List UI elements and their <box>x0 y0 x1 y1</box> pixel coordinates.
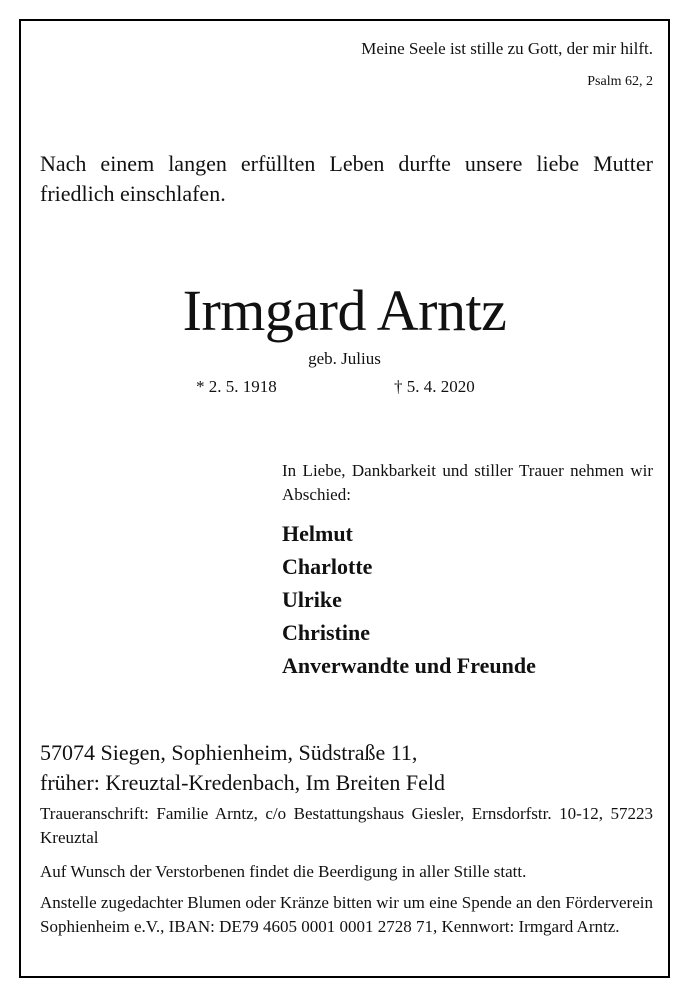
farewell-text: In Liebe, Dankbarkeit und stiller Trauer nehmen wir Abschied: <box>282 461 653 504</box>
mourner-name: Charlotte <box>282 554 373 579</box>
mourning-address: Traueranschrift: Familie Arntz, c/o Bestattungshaus Giesler, Ernsdorfstr. 10-12, 57223 Kreuztal <box>40 804 653 847</box>
funeral-note: Auf Wunsch der Verstorbenen findet die Beerdigung in aller Stille statt. <box>40 862 527 881</box>
mourners-list <box>282 517 536 682</box>
deceased-name: Irmgard Arntz <box>182 278 507 343</box>
donation-note: Anstelle zugedachter Blumen oder Kränze bitten wir um eine Spende an den Förderverein Sophienheim e.V., IBAN: DE79 4605 0001 0001 2728 71, Kennwort: Irmgard Arntz. <box>40 893 653 936</box>
mourner-name: Christine <box>282 620 370 645</box>
birth-name: geb. Julius <box>308 349 381 368</box>
motto-quote: Meine Seele ist stille zu Gott, der mir hilft. <box>361 39 653 58</box>
intro-text: Nach einem langen erfüllten Leben durfte unsere liebe Mutter friedlich einschlafen. <box>40 151 653 206</box>
motto-reference: Psalm 62, 2 <box>587 74 653 89</box>
residence-address <box>40 738 445 798</box>
birth-date: * 2. 5. 1918 <box>196 377 277 396</box>
address-line: 57074 Siegen, Sophienheim, Südstraße 11, <box>40 740 418 765</box>
mourner-name: Anverwandte und Freunde <box>282 653 536 678</box>
mourner-name: Ulrike <box>282 587 342 612</box>
obituary-frame <box>19 19 670 978</box>
mourner-name: Helmut <box>282 521 353 546</box>
death-date: † 5. 4. 2020 <box>394 377 475 396</box>
address-line: früher: Kreuztal-Kredenbach, Im Breiten Feld <box>40 770 445 795</box>
